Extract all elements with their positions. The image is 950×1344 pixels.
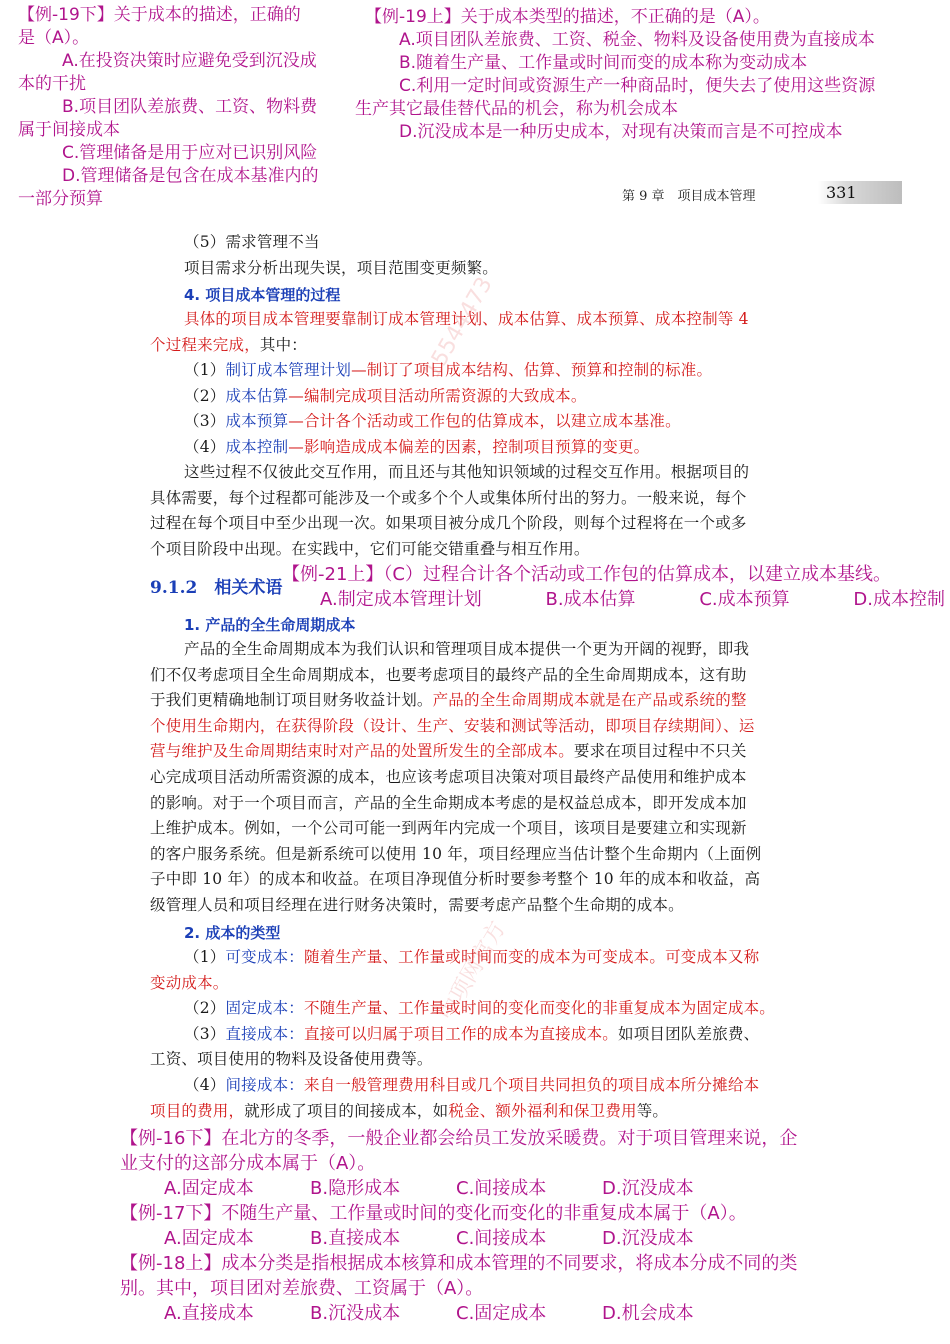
type-indirect: （4）间接成本：来自一般管理费用科目或几个项目共同担负的项目成本所分摊给本 [184,1075,760,1094]
process-list [150,358,790,460]
option-c: C.间接成本 [456,1228,547,1249]
question-line: 【例-16下】在北方的冬季，一般企业都会给员工发放采暖费。对于项目管理来说，企 [120,1128,798,1149]
types-heading: 2. 成本的类型 [184,924,281,942]
list-item [150,384,790,410]
text-line: 上维护成本。例如，一个公司可能一到两年内完成一个项目，该项目是要建立和实现新 [150,819,747,838]
option-d-cont: 一部分预算 [18,189,103,209]
question-line: 【例-17下】不随生产量、工作量或时间的变化而变化的非重复成本属于（A）。 [120,1203,747,1224]
question-line: 别。其中，项目团对差旅费、工资属于（A）。 [120,1278,484,1299]
item-term: 成本估算 [225,386,289,405]
example-21-up [282,562,947,587]
text-line: 于我们更精确地制订项目财务收益计划。产品的全生命周期成本就是在产品或系统的整 [150,691,747,710]
option-b: B.成本估算 [545,589,636,610]
item-num: （3） [184,412,226,431]
lifecycle-paragraph [150,637,790,919]
item-desc: —影响造成成本偏差的因素，控制项目预算的变更。 [288,437,650,456]
option-c: C.成本预算 [699,589,790,610]
lifecycle-heading: 1. 产品的全生命周期成本 [184,616,356,634]
option-d: D.成本控制 [853,589,945,610]
item-desc: —编制完成项目活动所需资源的大致成本。 [288,386,587,405]
type-variable-cont: 变动成本。 [150,973,229,992]
option-b: B.直接成本 [310,1228,401,1249]
text-line: 营与维护及生命周期结束时对产品的处置所发生的全部成本。要求在项目过程中不只关 [150,742,747,761]
item-term: 成本预算 [225,412,289,431]
type-indirect-cont: 项目的费用，就形成了项目的间接成本，如税金、额外福利和保卫费用等。 [150,1101,669,1120]
process-intro [150,307,790,358]
text-line: 个项目阶段中出现。在实践中，它们可能交错重叠与相互作用。 [150,539,590,558]
section-title: 9.1.2 相关术语 [150,578,283,598]
text-line: 子中即 10 年）的成本和收益。在项目净现值分析时要参考整个 10 年的成本和收益，高 [150,870,761,889]
text-line: 具体需要，每个过程都可能涉及一个或多个个人或集体所付出的努力。一般来说，每个 [150,488,747,507]
watermark: 中项网官方 [434,917,511,1025]
text-line: 级管理人员和项目经理在进行财务决策时，需要考虑产品整个生命期的成本。 [150,895,684,914]
option-b: B.隐形成本 [310,1178,401,1199]
text-line: 个使用生命期内，在获得阶段（设计、生产、安装和测试等活动，即项目存续期间）、运 [150,716,755,735]
option-a: A.固定成本 [164,1228,254,1249]
process-intro-tail: 其中： [259,335,308,354]
chapter-header: 第 9 章 项目成本管理 [622,189,756,204]
req-title: （5）需求管理不当 [184,233,320,251]
option-d: D.沉没成本 [602,1228,694,1249]
text-line: 这些过程不仅彼此交互作用，而且还与其他知识领域的过程交互作用。根据项目的 [184,463,750,481]
example-19-up [355,6,947,144]
option-c: C.管理储备是用于应对已识别风险 [62,143,318,163]
options-row [120,1176,940,1201]
req-text: 项目需求分析出现失误，项目范围变更频繁。 [184,259,499,277]
option-a-cont: 本的干扰 [18,74,86,94]
cost-types [150,945,790,1124]
item-num: （2） [184,386,226,405]
option-a: A.制定成本管理计划 [320,589,482,610]
process-heading: 4. 项目成本管理的过程 [184,286,341,304]
question-line: 【例-21上】（C）过程合计各个活动或工作包的估算成本，以建立成本基线。 [282,564,891,585]
question-line: 【例-19下】关于成本的描述，正确的 [18,5,301,25]
option-a: A.项目团队差旅费、工资、税金、物料及设备使用费为直接成本 [399,30,875,50]
item-term: 制订成本管理计划 [225,361,352,379]
interaction-paragraph [150,460,790,562]
type-direct-cont: 工资、项目使用的物料及设备使用费等。 [150,1050,433,1069]
text-line: 的影响。对于一个项目而言，产品的全生命期成本考虑的是权益总成本，即开发成本加 [150,793,747,812]
text-line: 心完成项目活动所需资源的成本，也应该考虑项目决策对项目最终产品使用和维护成本 [150,767,747,786]
list-item [150,435,790,461]
option-b-cont: 属于间接成本 [18,120,120,140]
text-line: 产品的全生命周期成本为我们认识和管理项目成本提供一个更为开阔的视野，即我 [184,640,750,658]
question-line: 是（A）。 [18,28,90,48]
process-intro-red: 具体的项目成本管理要靠制订成本管理计划、成本估算、成本预算、成本控制等 4 [184,310,749,328]
option-d: D.沉没成本是一种历史成本，对现有决策而言是不可控成本 [399,122,843,142]
list-item [150,409,790,435]
text-line: 们不仅考虑项目全生命周期成本，也要考虑项目的最终产品的全生命周期成本，这有助 [150,665,747,684]
question-line: 业支付的这部分成本属于（A）。 [120,1153,376,1174]
type-variable: （1）可变成本：随着生产量、工作量或时间而变的成本为可变成本。可变成本又称 [184,948,760,966]
text-line: 过程在每个项目中至少出现一次。如果项目被分成几个阶段，则每个过程将在一个或多 [150,514,747,533]
option-b: B.随着生产量、工作量或时间而变的成本称为变动成本 [399,53,808,73]
process-intro-red-2: 个过程来完成， [150,335,260,354]
example-19-down [18,4,363,211]
options-row [120,1301,940,1326]
option-d: D.机会成本 [602,1303,694,1324]
item-num: （4） [184,437,226,456]
option-c: C.利用一定时间或资源生产一种商品时，便失去了使用这些资源 [399,76,876,96]
list-item [150,358,790,384]
option-b: B.沉没成本 [310,1303,401,1324]
type-fixed: （2）固定成本：不随生产量、工作量或时间的变化而变化的非重复成本为固定成本。 [184,999,775,1018]
question-line: 【例-19上】关于成本类型的描述，不正确的是（A）。 [365,7,770,27]
option-a: A.在投资决策时应避免受到沉没成 [62,51,317,71]
option-d: D.管理储备是包含在成本基准内的 [62,166,319,186]
question-line: 【例-18上】成本分类是指根据成本核算和成本管理的不同要求，将成本分成不同的类 [120,1253,798,1274]
item-desc: —制订了项目成本结构、估算、预算和控制的标准。 [351,361,713,379]
text-line: 的客户服务系统。但是新系统可以使用 10 年，项目经理应当估计整个生命期内（上面例 [150,844,762,863]
option-c: C.固定成本 [456,1303,547,1324]
example-16-down [120,1126,940,1326]
option-b: B.项目团队差旅费、工资、物料费 [62,97,318,117]
options-row [120,1226,940,1251]
watermark: 15544473 [420,273,498,383]
type-direct: （3）直接成本：直接可以归属于项目工作的成本为直接成本。如项目团队差旅费、 [184,1024,760,1043]
option-d: D.沉没成本 [602,1178,694,1199]
example-21-options [320,587,945,612]
item-num: （1） [184,361,226,379]
option-a: A.直接成本 [164,1303,254,1324]
page-number: 331 [818,181,902,204]
item-desc: —合计各个活动或工作包的估算成本，以建立成本基准。 [288,412,681,431]
option-a: A.固定成本 [164,1178,254,1199]
option-c: C.间接成本 [456,1178,547,1199]
item-term: 成本控制 [225,437,289,456]
option-c-cont: 生产其它最佳替代品的机会，称为机会成本 [355,99,678,119]
